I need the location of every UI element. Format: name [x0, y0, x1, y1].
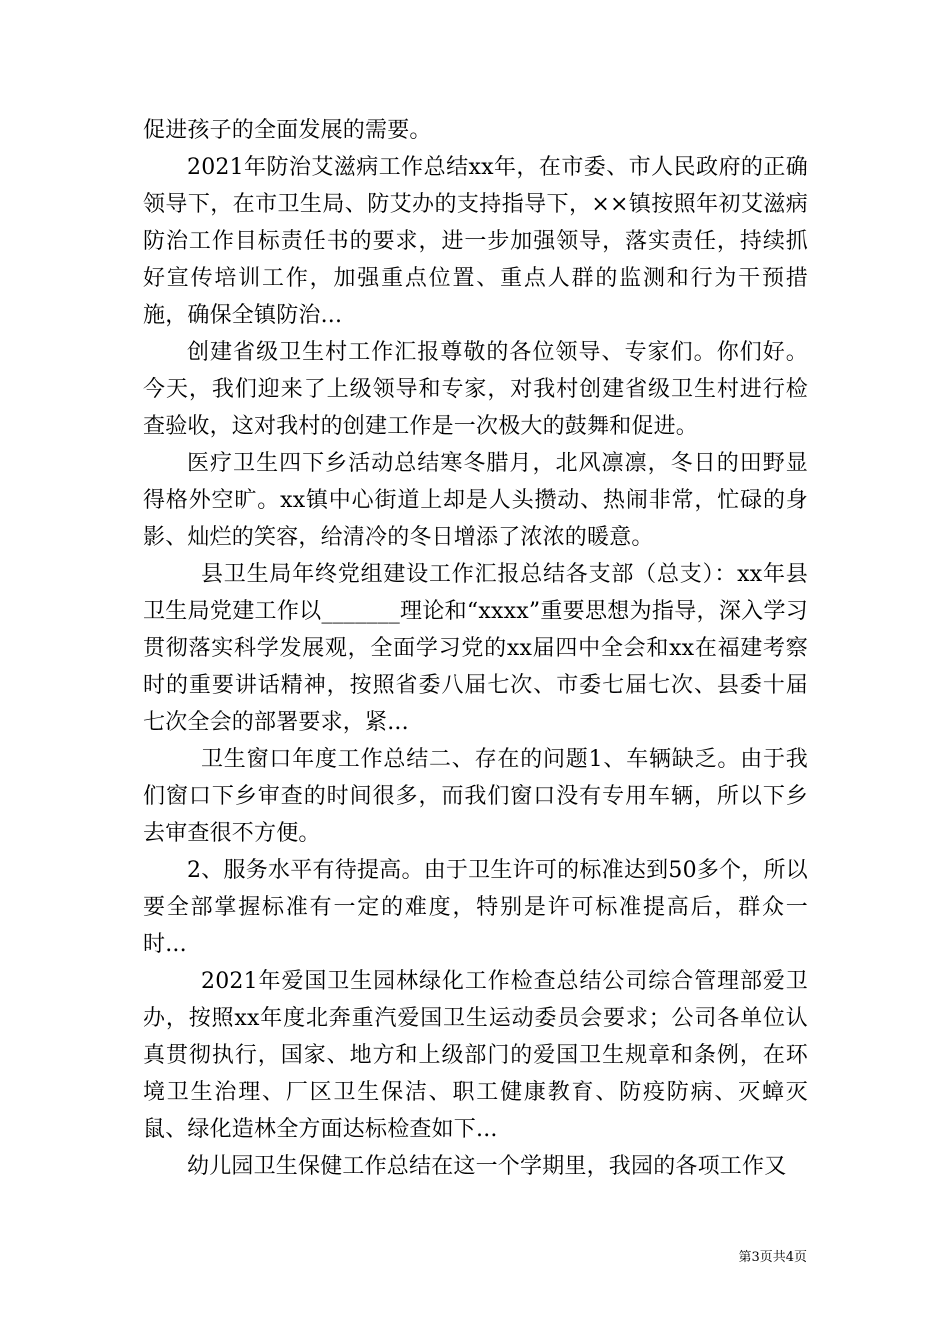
paragraph-party-building-report: 县卫生局年终党组建设工作汇报总结各支部（总支）：xx年县卫生局党建工作以_______理论和“xxxx”重要思想为指导，深入学习贯彻落实科学发展观，全面学习党的xx届四中全会和xx在福建考察时的重要讲话精神，按照省委八届七次、市委七届七次、县委十届七次全会的部署要求，紧...: [143, 562, 808, 735]
paragraph-aids-prevention-summary: 2021年防治艾滋病工作总结xx年，在市委、市人民政府的正确领导下，在市卫生局、防艾办的支持指导下，××镇按照年初艾滋病防治工作目标责任书的要求，进一步加强领导，落实责任，持续抓好宣传培训工作，加强重点位置、重点人群的监测和行为干预措施，确保全镇防治...: [143, 155, 808, 328]
paragraph-patriotic-hygiene-summary: 2021年爱国卫生园林绿化工作检查总结公司综合管理部爱卫办，按照xx年度北奔重汽爱国卫生运动委员会要求；公司各单位认真贯彻执行，国家、地方和上级部门的爱国卫生规章和条例，在环境卫生治理、厂区卫生保洁、职工健康教育、防疫防病、灭蟑灭鼠、绿化造林全方面达标检查如下...: [143, 969, 808, 1142]
paragraph-medical-outreach-summary: 医疗卫生四下乡活动总结寒冬腊月，北风凛凛，冬日的田野显得格外空旷。xx镇中心街道上却是人头攒动、热闹非常，忙碌的身影、灿烂的笑容，给清冷的冬日增添了浓浓的暖意。: [143, 451, 808, 550]
document-body: [143, 112, 808, 1185]
paragraph-continuation: 促进孩子的全面发展的需要。: [143, 118, 432, 143]
paragraph-kindergarten-health-summary: 幼儿园卫生保健工作总结在这一个学期里，我园的各项工作又: [187, 1154, 787, 1179]
paragraph-service-level: 2、服务水平有待提高。由于卫生许可的标准达到50多个，所以要全部掌握标准有一定的难度，特别是许可标准提高后，群众一时...: [143, 858, 808, 957]
paragraph-hygiene-window-summary: 卫生窗口年度工作总结二、存在的问题1、车辆缺乏。由于我们窗口下乡审查的时间很多，而我们窗口没有专用车辆，所以下乡去审查很不方便。: [143, 747, 808, 846]
page-number-footer: 第3页共4页: [738, 1250, 807, 1265]
paragraph-hygiene-village-report: 创建省级卫生村工作汇报尊敬的各位领导、专家们。你们好。今天，我们迎来了上级领导和专家，对我村创建省级卫生村进行检查验收，这对我村的创建工作是一次极大的鼓舞和促进。: [143, 340, 808, 439]
